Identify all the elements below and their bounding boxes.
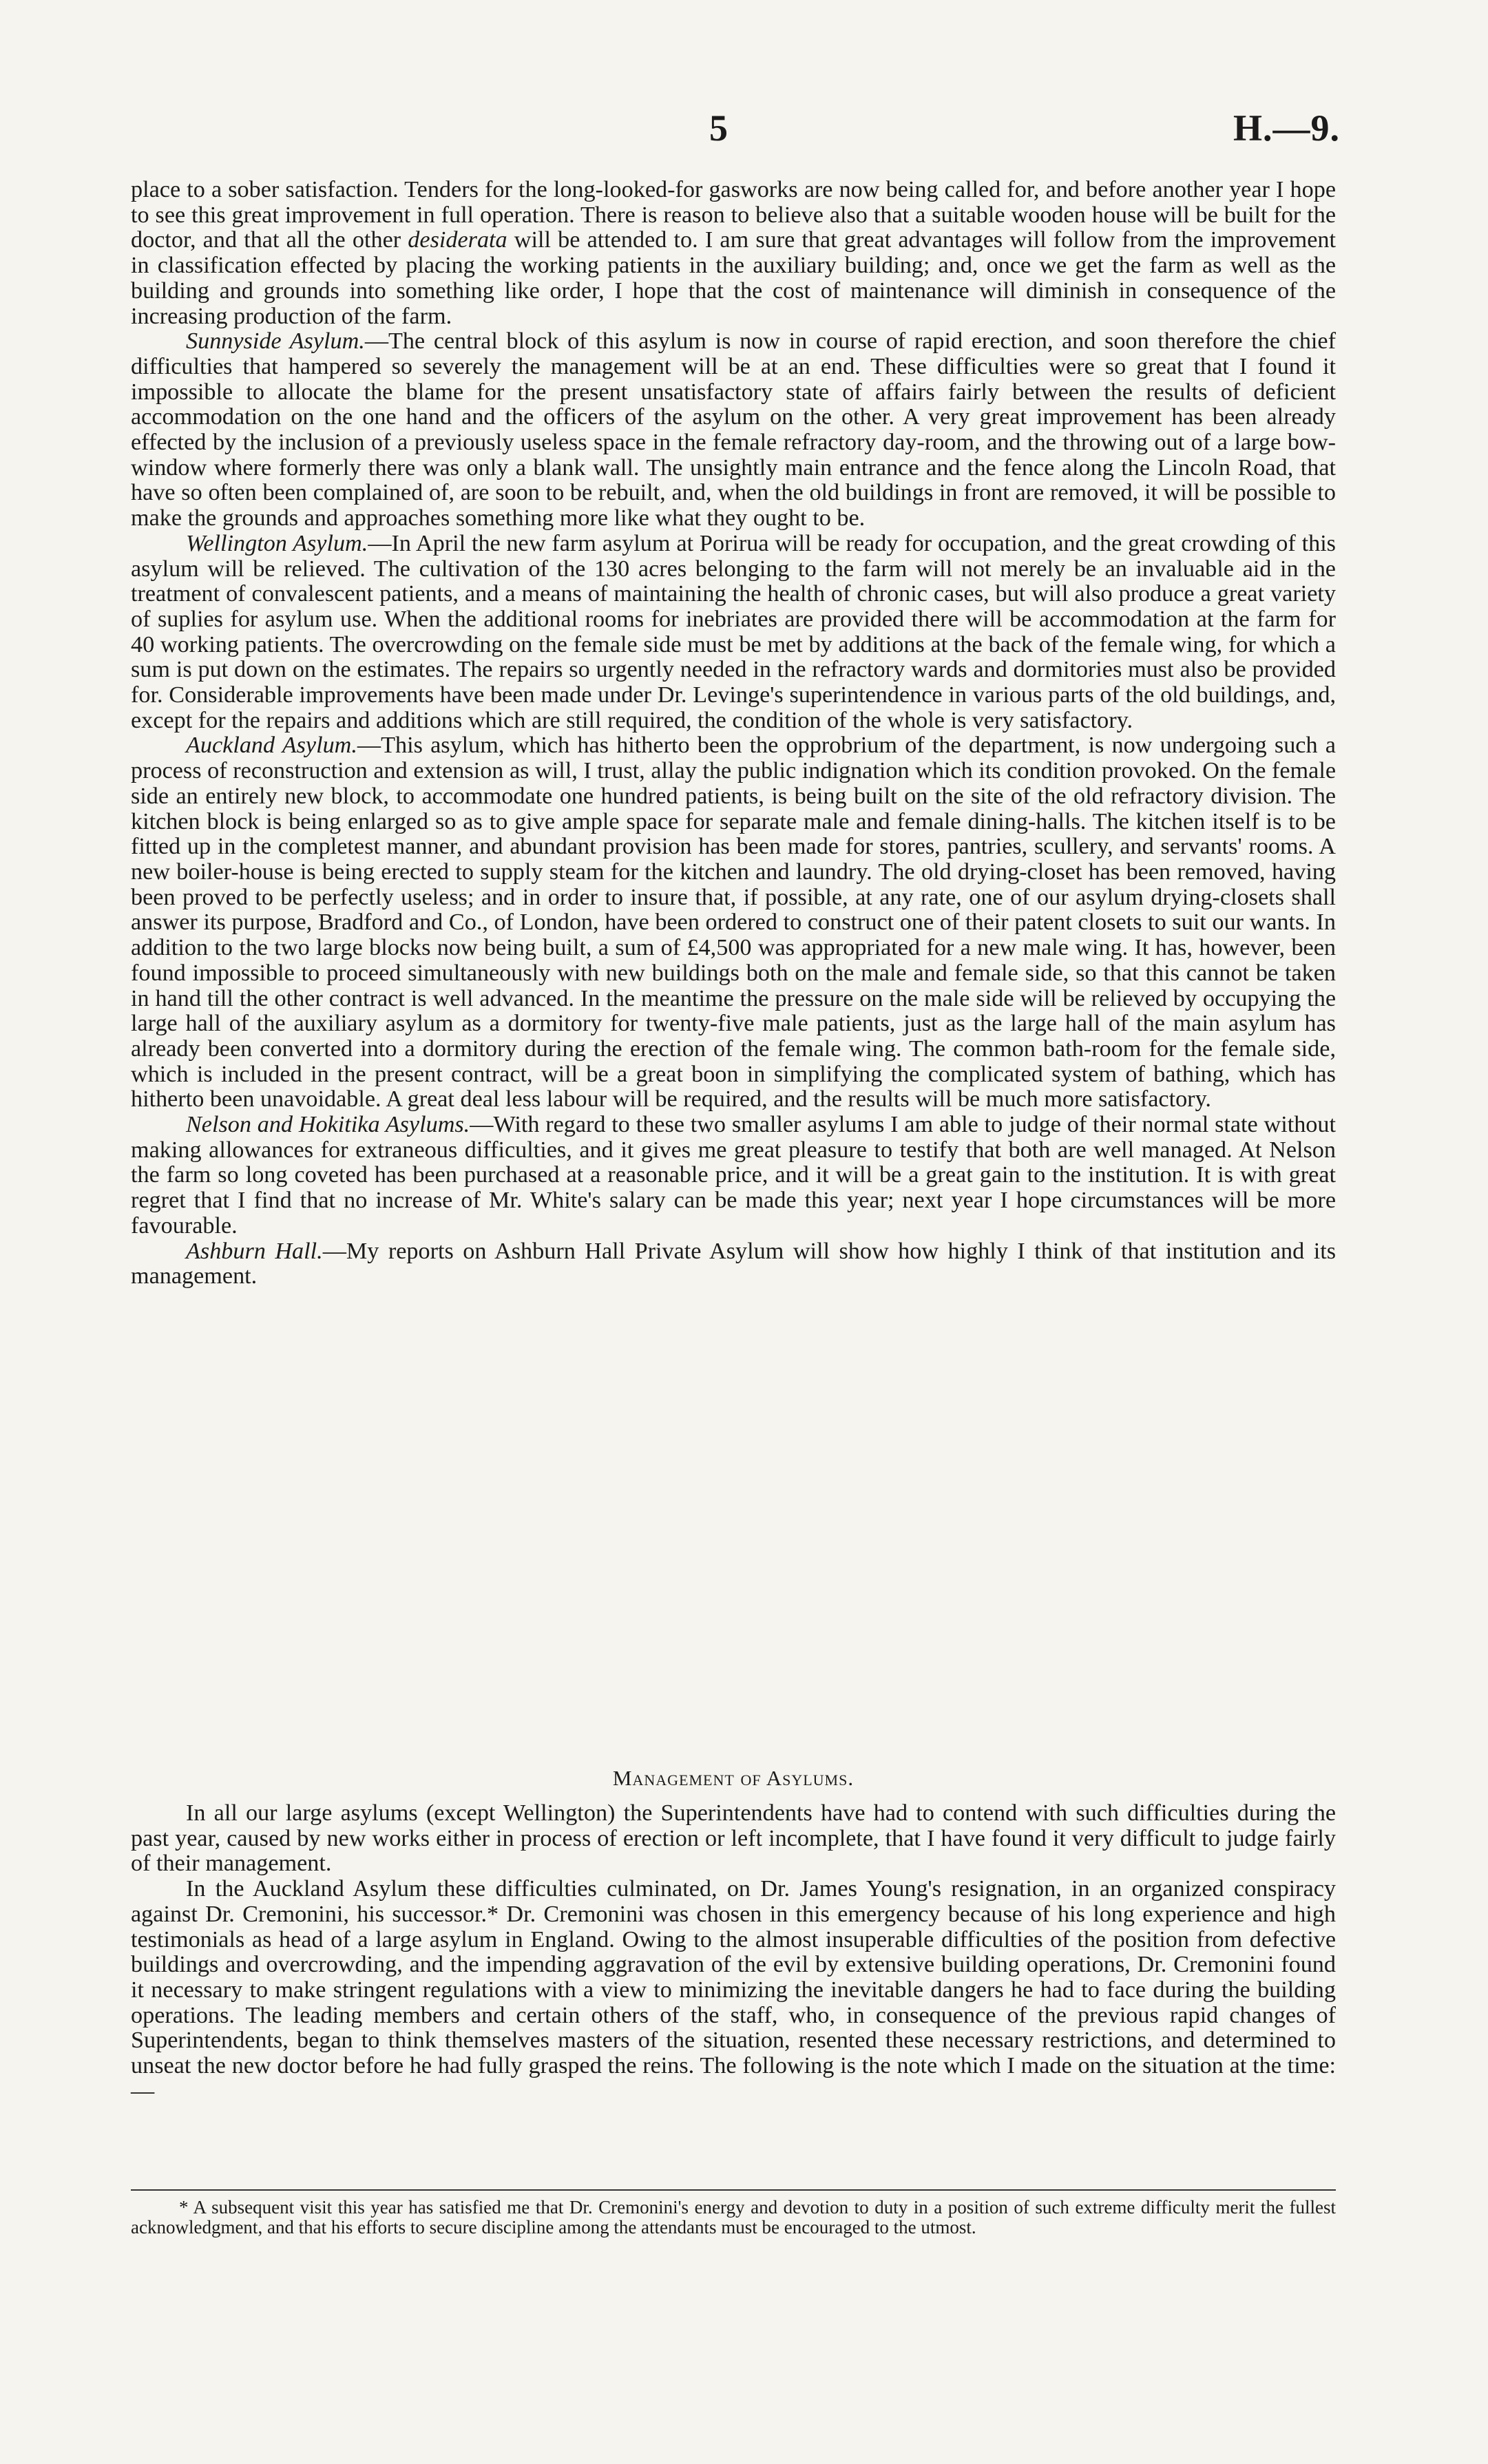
paragraph-text: —In April the new farm asylum at Porirua will be ready for occupation, and the great crowding of this asylum will be relieved. The cultivation of the 130 acres belonging to the farm will not merely be an invaluable aid in the treatment of convalescent patients, and a means of maintaining the health of chronic cases, but will also produce a great variety of suplies for asylum use. When the additional rooms for inebriates are provided there will be accommodation at the farm for 40 working patients. The overcrowding on the female side must be met by additions at the back of the female wing, for which a sum is put down on the estimates. The repairs so urgently needed in the refractory wards and dormitories must also be provided for. Considerable improvements have been made under Dr. Levinge's superintendence in various parts of the old buildings, and, except for the repairs and additions which are still required, the condition of the whole is very satisfactory.: [131, 530, 1336, 733]
paragraph-wellington: [131, 531, 1336, 734]
italic-term: desiderata: [408, 227, 507, 253]
paragraph-ashburn-hall: [131, 1239, 1336, 1289]
paragraph-text: will be attended to. I am sure that great advantages will follow from the improvement in classification effected by placing the working patients in the auxiliary building; and, once we get the farm as well as the building and grounds into something like order, I hope that the cost of maintenance will diminish in consequence of the increasing production of the farm.: [131, 227, 1336, 329]
paragraph-auckland: [131, 733, 1336, 1113]
paragraph-management-2: In the Auckland Asylum these difficulties culminated, on Dr. James Young's resignation, in an organized conspiracy against Dr. Cremonini, his successor.* Dr. Cremonini was chosen in this emergency because of his long experience and high testimonials as head of a large asylum in England. Owing to the almost insuperable difficulties of the position from defective buildings and overcrowding, and the impending aggravation of the evil by extensive building operations, Dr. Cremonini found it necessary to make stringent regulations with a view to minimizing the inevitable dangers he had to face during the building operations. The leading members and certain others of the staff, who, in consequence of the previous rapid changes of Superintendents, began to think themselves masters of the situation, resented these necessary restrictions, and determined to unseat the new doctor before he had fully grasped the reins. The following is the note which I made on the situation at the time:—: [131, 1876, 1336, 2104]
paragraph-lead: Nelson and Hokitika Asylums.: [186, 1112, 470, 1138]
paragraph-sunnyside: [131, 329, 1336, 531]
paragraph-text: —My reports on Ashburn Hall Private Asylum will show how highly I think of that institution and its management.: [131, 1238, 1336, 1289]
paragraph-continuation: [131, 178, 1336, 329]
paragraph-lead: Wellington Asylum.: [186, 530, 368, 556]
paragraph-lead: Sunnyside Asylum.: [186, 328, 365, 355]
paragraph-text: —The central block of this asylum is now in course of rapid erection, and soon therefore the chief difficulties that hampered so severely the management will be at an end. These difficulties were so great that I found it impossible to allocate the blame for the present unsatisfactory state of affairs fairly between the results of deficient accommodation on the one hand and the officers of the asylum on the other. A very great improvement has been already effected by the inclusion of a previously useless space in the female refractory day-room, and the throwing out of a large bow-window where formerly there was only a blank wall. The unsightly main entrance and the fence along the Lincoln Road, that have so often been complained of, are soon to be rebuilt, and, when the old buildings in front are removed, it will be possible to make the grounds and approaches something more like what they ought to be.: [131, 328, 1336, 531]
paragraph-text: —This asylum, which has hitherto been the opprobrium of the department, is now undergoing such a process of reconstruction and extension as will, I trust, allay the public indignation which its condition provoked. On the female side an entirely new block, to accommodate one hundred patients, is being built on the site of the old refractory division. The kitchen block is being enlarged so as to give ample space for separate male and female dining-halls. The kitchen itself is to be fitted up in the completest manner, and abundant provision has been made for stores, pantries, scullery, and servants' rooms. A new boiler-house is being erected to supply steam for the kitchen and laundry. The old drying-closet has been removed, having been proved to be perfectly useless; and in order to insure that, if possible, at any rate, one of our asylum drying-closets shall answer its purpose, Bradford and Co., of London, have been ordered to construct one of their patent closets to suit our wants. In addition to the two large blocks now being built, a sum of £4,500 was appropriated for a new male wing. It has, however, been found impossible to proceed simultaneously with new buildings both on the male and female side, so that this cannot be taken in hand till the other contract is well advanced. In the meantime the pressure on the male side will be relieved by occupying the large hall of the auxiliary asylum as a dormitory for twenty-five male patients, just as the large hall of the main asylum has already been converted into a dormitory during the erection of the female wing. The common bath-room for the female side, which is included in the present contract, will be a great boon in simplifying the complicated system of bathing, which has hitherto been unavoidable. A great deal less labour will be required, and the results will be much more satisfactory.: [131, 733, 1336, 1113]
footnote-text: * A subsequent visit this year has satisfied me that Dr. Cremonini's energy and devotion to duty in a position of such extreme difficulty merit the fullest acknowledgment, and that his efforts to secure discipline among the attendants must be encouraged to the utmost.: [131, 2197, 1336, 2237]
footnote-divider: [131, 2189, 1336, 2191]
page-header: [0, 107, 1488, 155]
document-code: H.—9.: [1233, 107, 1340, 149]
section-heading: Management of Asylums.: [612, 1766, 855, 1790]
page-number: 5: [709, 107, 728, 149]
paragraph-text: place to a sober satisfaction. Tenders for the long-looked-for gasworks are now being called for, and before another year I hope to see this great improvement in full operation. There is reason to believe also that a suitable wooden house will be built for the doctor, and that all the other: [131, 177, 1336, 253]
paragraph-text: —With regard to these two smaller asylums I am able to judge of their normal state without making allowances for extraneous difficulties, and it gives me great pleasure to testify that both are well managed. At Nelson the farm so long coveted has been purchased at a reasonable price, and it will be a great gain to the institution. It is with great regret that I find that no increase of Mr. White's salary can be made this year; next year I hope circumstances will be more favourable.: [131, 1112, 1336, 1239]
management-text: [131, 1801, 1336, 2104]
paragraph-management-1: In all our large asylums (except Wellington) the Superintendents have had to contend with such difficulties during the past year, caused by new works either in process of erection or left incomplete, that I have found it very difficult to judge fairly of their management.: [131, 1800, 1336, 1877]
paragraph-lead: Auckland Asylum.: [186, 733, 357, 759]
body-text: [131, 178, 1336, 1289]
paragraph-lead: Ashburn Hall.: [186, 1238, 323, 1264]
footnote: [131, 2198, 1336, 2237]
paragraph-nelson-hokitika: [131, 1113, 1336, 1239]
